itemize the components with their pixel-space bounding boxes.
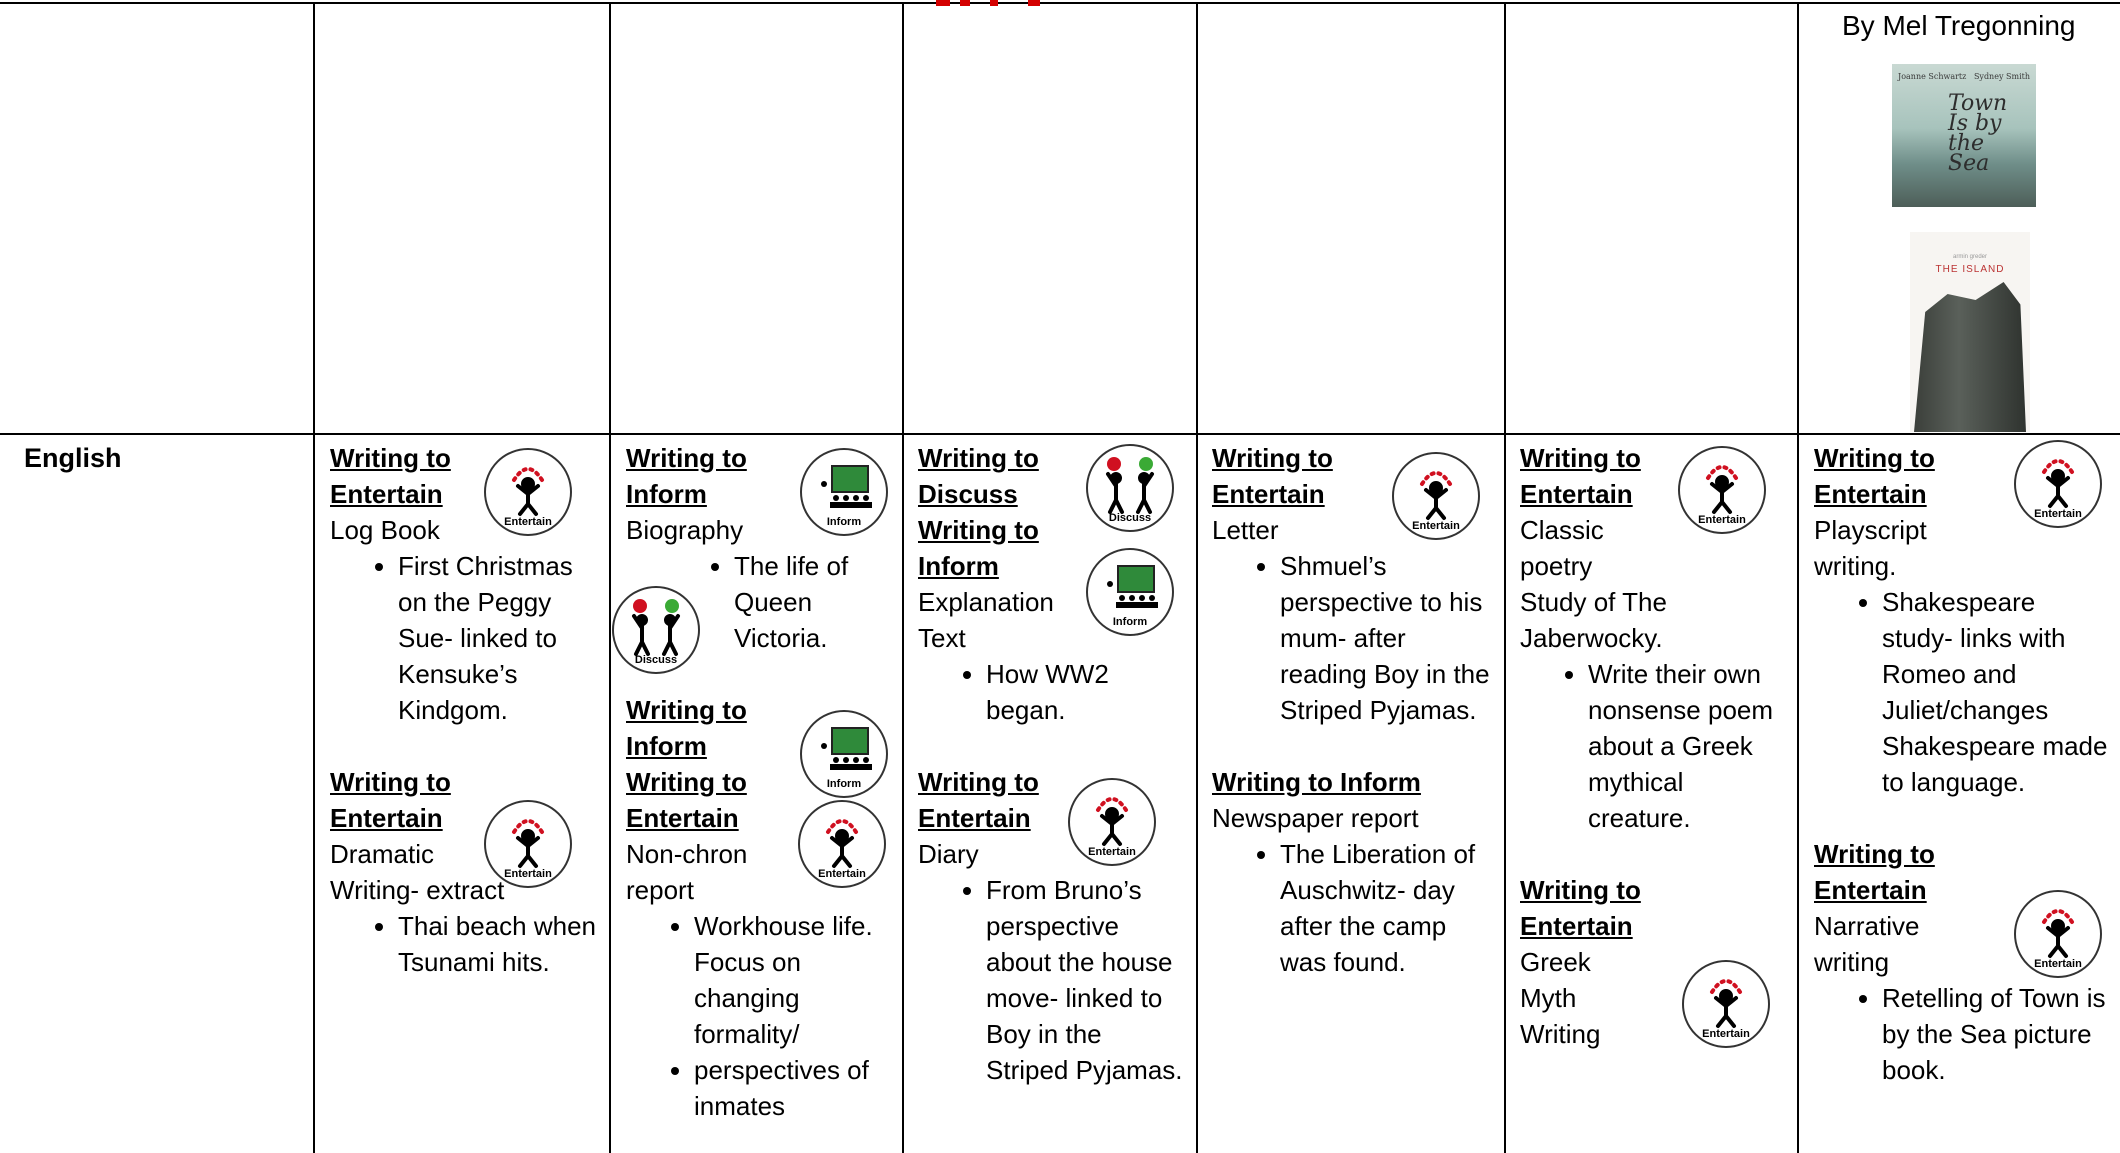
genre-heading: Inform bbox=[918, 551, 999, 581]
bullet-list bbox=[626, 908, 896, 1124]
text-type: Newspaper report bbox=[1212, 803, 1419, 833]
text-type: Explanation bbox=[918, 587, 1054, 617]
genre-heading: Entertain bbox=[1520, 479, 1633, 509]
genre-heading: Entertain bbox=[330, 803, 443, 833]
genre-heading: Inform bbox=[626, 479, 707, 509]
book-title: THE ISLAND bbox=[1935, 264, 2005, 275]
text-type: Diary bbox=[918, 839, 979, 869]
genre-heading: Writing to bbox=[626, 695, 747, 725]
text-type: Myth bbox=[1520, 983, 1577, 1013]
icon-label: Inform bbox=[826, 516, 862, 528]
icon-label: Entertain bbox=[2034, 508, 2082, 520]
text-type: Biography bbox=[626, 515, 744, 545]
text-type: writing bbox=[1814, 947, 1890, 977]
inform-icon bbox=[1086, 548, 1174, 636]
icon-label: Inform bbox=[826, 778, 862, 790]
list-item: • perspectives of inmates bbox=[694, 1052, 896, 1124]
column-divider bbox=[609, 4, 611, 1153]
column-divider bbox=[1196, 4, 1198, 1153]
text-type: Non-chron bbox=[626, 839, 748, 869]
text-type: Narrative bbox=[1814, 911, 1920, 941]
entertain-icon bbox=[1392, 452, 1480, 540]
entertain-icon bbox=[1682, 960, 1770, 1048]
author-credit: By Mel Tregonning bbox=[1842, 10, 2076, 41]
text-type: Study of The bbox=[1520, 587, 1667, 617]
icon-label: Entertain bbox=[1702, 1028, 1750, 1040]
genre-heading: Writing to bbox=[626, 443, 747, 473]
icon-label: Entertain bbox=[1412, 520, 1460, 532]
book-author-left: Joanne Schwartz bbox=[1898, 72, 1967, 81]
text-type: Log Book bbox=[330, 515, 440, 545]
entertain-icon bbox=[798, 800, 886, 888]
red-mark bbox=[960, 0, 970, 6]
bullet-list bbox=[918, 656, 1188, 728]
red-mark bbox=[990, 0, 998, 6]
genre-heading: Writing to bbox=[1520, 875, 1641, 905]
genre-heading: Writing to bbox=[918, 515, 1039, 545]
icon-label: Discuss bbox=[1108, 512, 1152, 524]
list-item: • First Christmas on the Peggy Sue- linked to Kensuke’s Kindgom. bbox=[398, 548, 600, 728]
genre-heading: Writing to Inform bbox=[1212, 767, 1421, 797]
column-divider bbox=[1504, 4, 1506, 1153]
inform-icon bbox=[800, 448, 888, 536]
list-item: • The life of Queen Victoria. bbox=[734, 548, 896, 656]
genre-heading: Entertain bbox=[1814, 479, 1927, 509]
book-author-right: Sydney Smith bbox=[1973, 72, 2030, 81]
list-item: • The Liberation of Auschwitz- day after the camp was found. bbox=[1280, 836, 1492, 980]
list-item: • Write their own nonsense poem about a Greek mythical creature. bbox=[1588, 656, 1790, 836]
genre-heading: Writing to bbox=[1212, 443, 1333, 473]
icon-label: Entertain bbox=[1088, 846, 1136, 858]
genre-heading: Writing to bbox=[330, 767, 451, 797]
text-type: Greek bbox=[1520, 947, 1591, 977]
text-type: Dramatic bbox=[330, 839, 435, 869]
icon-label: Entertain bbox=[818, 868, 866, 880]
entertain-icon bbox=[484, 448, 572, 536]
icon-label: Entertain bbox=[1698, 514, 1746, 526]
text-type: Playscript bbox=[1814, 515, 1927, 545]
list-item: • Shmuel’s perspective to his mum- after reading Boy in the Striped Pyjamas. bbox=[1280, 548, 1492, 728]
bullet-list bbox=[1212, 548, 1492, 728]
list-item: • How WW2 began. bbox=[986, 656, 1188, 728]
book-author: armin greder bbox=[1952, 254, 1987, 260]
text-type: Writing- extract bbox=[330, 875, 505, 905]
genre-heading: Writing to bbox=[1520, 443, 1641, 473]
icon-label: Inform bbox=[1112, 616, 1148, 628]
icon-label: Entertain bbox=[504, 516, 552, 528]
genre-heading: Writing to bbox=[1814, 839, 1935, 869]
icon-label: Discuss bbox=[634, 654, 678, 666]
genre-heading: Entertain bbox=[626, 803, 739, 833]
genre-heading: Writing to bbox=[918, 443, 1039, 473]
genre-heading: Writing to bbox=[918, 767, 1039, 797]
genre-heading: Discuss bbox=[918, 479, 1018, 509]
discuss-icon bbox=[612, 586, 700, 674]
text-type: Writing bbox=[1520, 1019, 1601, 1049]
entertain-icon bbox=[484, 800, 572, 888]
row-label-english: English bbox=[24, 443, 122, 473]
tower-illustration bbox=[1914, 282, 2026, 432]
red-mark bbox=[936, 0, 950, 6]
bullet-list bbox=[1520, 656, 1790, 836]
genre-heading: Writing to bbox=[330, 443, 451, 473]
list-item: • Workhouse life. Focus on changing formality/ bbox=[694, 908, 896, 1052]
text-type: Classic bbox=[1520, 515, 1604, 545]
list-item: • From Bruno’s perspective about the house move- linked to Boy in the Striped Pyjamas. bbox=[986, 872, 1188, 1088]
icon-label: Entertain bbox=[2034, 958, 2082, 970]
list-item: • Shakespeare study- links with Romeo and Juliet/changes Shakespeare made to language. bbox=[1882, 584, 2108, 800]
bullet-list bbox=[918, 872, 1188, 1088]
bullet-list bbox=[330, 548, 600, 728]
week-cell-3 bbox=[910, 440, 1196, 1088]
entertain-icon bbox=[2014, 890, 2102, 978]
book-cover-town-is-by-the-sea bbox=[1892, 64, 2036, 207]
text-type: poetry bbox=[1520, 551, 1593, 581]
book-cover-the-island bbox=[1910, 232, 2030, 432]
entertain-icon bbox=[1678, 446, 1766, 534]
list-item: • Thai beach when Tsunami hits. bbox=[398, 908, 600, 980]
column-divider bbox=[313, 4, 315, 1153]
text-type: Jaberwocky. bbox=[1520, 623, 1663, 653]
list-item: • Retelling of Town is by the Sea picture book. bbox=[1882, 980, 2108, 1088]
book-title: Town Is by the Sea bbox=[1948, 91, 2008, 176]
text-type: Text bbox=[918, 623, 966, 653]
entertain-icon bbox=[2014, 440, 2102, 528]
bullet-list bbox=[1814, 980, 2108, 1088]
inform-icon bbox=[800, 710, 888, 798]
text-type: report bbox=[626, 875, 694, 905]
discuss-icon bbox=[1086, 444, 1174, 532]
icon-label: Entertain bbox=[504, 868, 552, 880]
entertain-icon bbox=[1068, 778, 1156, 866]
genre-heading: Entertain bbox=[330, 479, 443, 509]
genre-heading: Writing to bbox=[1814, 443, 1935, 473]
genre-heading: Entertain bbox=[1814, 875, 1927, 905]
genre-heading: Inform bbox=[626, 731, 707, 761]
week-cell-6 bbox=[1806, 440, 2116, 1088]
text-type: writing. bbox=[1814, 551, 1897, 581]
genre-heading: Entertain bbox=[918, 803, 1031, 833]
genre-heading: Entertain bbox=[1212, 479, 1325, 509]
red-mark bbox=[1028, 0, 1040, 6]
genre-heading: Entertain bbox=[1520, 911, 1633, 941]
genre-heading: Writing to bbox=[626, 767, 747, 797]
row-divider bbox=[0, 433, 2120, 435]
text-type: Letter bbox=[1212, 515, 1279, 545]
bullet-list bbox=[1212, 836, 1492, 980]
bullet-list bbox=[330, 908, 600, 980]
bullet-list bbox=[1814, 584, 2108, 800]
table-top-border bbox=[0, 2, 2120, 4]
